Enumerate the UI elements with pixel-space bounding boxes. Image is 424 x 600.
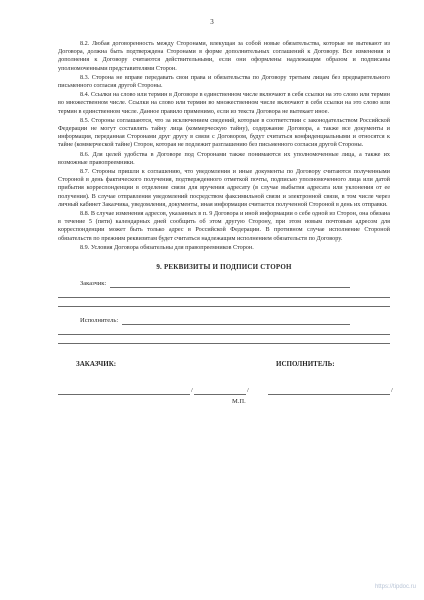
paragraph-8-6: 8.6. Для целей удобства в Договоре под Сторонами также понимаются их уполномоченные лица, а также их возможные правопреемники. bbox=[58, 150, 390, 166]
paragraph-8-8: 8.8. В случае изменения адресов, указанных в п. 9 Договора и иной информации о себе одной из Сторон, она обязана в течение 5 (пяти) календарных дней сообщить об этом другую Сторону, при этом новым почтовым адресом для корреспонденции может быть только адрес в Российской Федерации. В противном случае исполнение Стороной обязательств по прежним реквизитам будет считаться надлежащим исполнением обязательств по Договору. bbox=[58, 210, 390, 242]
customer-label-text: Заказчик: bbox=[80, 280, 107, 288]
contractor-lines bbox=[58, 334, 390, 344]
customer-name-line bbox=[194, 394, 246, 395]
contractor-line bbox=[58, 343, 390, 344]
customer-line bbox=[58, 297, 390, 298]
paragraph-8-3: 8.3. Сторона не вправе передавать свои права и обязательства по Договору третьим лицам без предварительного письменного согласия другой Стороны. bbox=[58, 73, 390, 90]
contractor-label bbox=[80, 317, 390, 326]
section-title-requisites: 9. РЕКВИЗИТЫ И ПОДПИСИ СТОРОН bbox=[156, 263, 292, 272]
customer-slash-2: / bbox=[247, 387, 249, 395]
customer-lines bbox=[58, 297, 390, 307]
paragraph-8-7: 8.7. Стороны пришли к соглашению, что уведомления и иные документы по Договору считаются полученными Стороной в день фактического получения, подтвержденного отметкой почты, подписью уполномоченного лица или датой прибытия корреспонденции в отделение связи для вручения адресату (в случае выбытия адресата или уклонения от ее получения). В случае отправления уведомлений посредством факсимильной связи и электронной связи, в том числе через личный кабинет Заказчика, уведомления, документы, иная информация считается полученной Стороной в день их отправки. bbox=[58, 168, 390, 208]
customer-first-line bbox=[110, 287, 350, 288]
customer-line bbox=[58, 306, 390, 307]
contractor-slash: / bbox=[391, 387, 393, 395]
document-body bbox=[58, 40, 393, 408]
paragraph-8-4: 8.4. Ссылки на слово или термин в Договоре в единственном числе включают в себя ссылки на это слово или термин во множественном числе. Ссылки на слово или термин во множественном числе включают в себя ссылки на это слово или термин в единственном числе. Данное правило применимо, если из текста Договора не вытекает иное. bbox=[58, 91, 390, 115]
paragraph-8-5: 8.5. Стороны соглашаются, что за исключением сведений, которые в соответствии с законодательством Российской Федерации не могут составлять тайну лица (коммерческую тайну), содержание Договора, а также все документы и информация, переданная Сторонами друг другу в связи с Договором, будут считаться конфиденциальными и относятся к тайне (коммерческой тайне) Сторон, которая не подлежит разглашению без письменного согласия другой Стороны. bbox=[58, 116, 390, 149]
stamp-label: М.П. bbox=[232, 398, 246, 406]
watermark: https://tipdoc.ru bbox=[374, 584, 416, 590]
signature-customer-title: ЗАКАЗЧИК: bbox=[76, 360, 117, 369]
paragraph-8-9: 8.9. Условия Договора обязательны для правопреемников Сторон. bbox=[80, 243, 254, 251]
customer-slash-1: / bbox=[191, 387, 193, 395]
contractor-first-line bbox=[122, 324, 350, 325]
signature-lines bbox=[58, 387, 393, 408]
customer-signature-line bbox=[58, 394, 190, 395]
page-number: 3 bbox=[210, 18, 214, 26]
contractor-line bbox=[58, 334, 390, 335]
paragraph-8-2: 8.2. Любая договоренность между Сторонами, влекущая за собой новые обязательства, которые не вытекают из Договора, должна быть подтверждена Сторонами в форме дополнительных соглашений к Договору. Все изменения и дополнения к Договору считаются действительными, если они оформлены надлежащим образом и подписаны уполномоченными представителями Сторон. bbox=[58, 40, 390, 72]
customer-label bbox=[80, 280, 390, 289]
signature-headers bbox=[58, 360, 390, 372]
signature-contractor-title: ИСПОЛНИТЕЛЬ: bbox=[276, 360, 335, 369]
contractor-signature-line bbox=[268, 394, 390, 395]
contractor-label-text: Исполнитель: bbox=[80, 317, 119, 325]
